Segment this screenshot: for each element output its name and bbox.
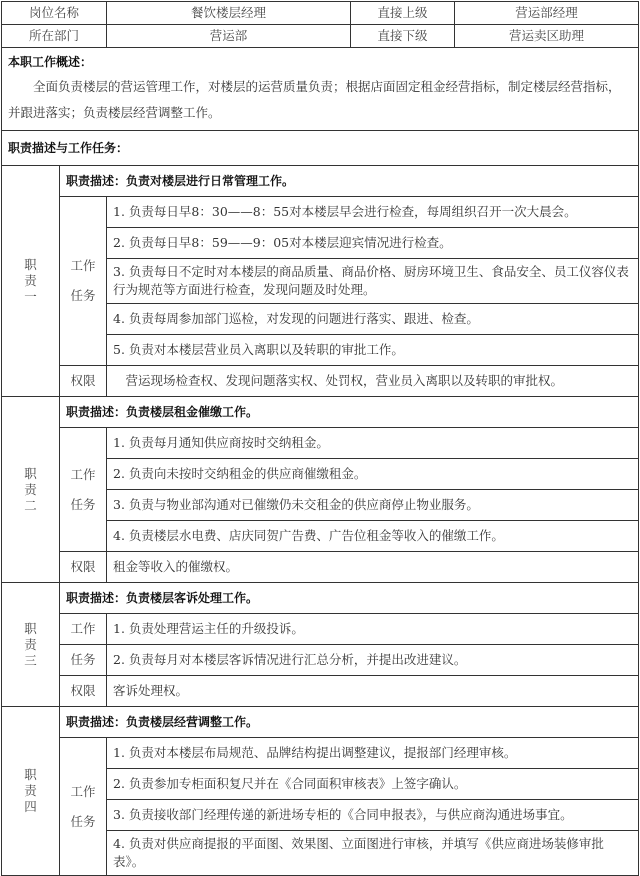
duty-3-task-row	[2, 645, 639, 676]
department-label: 所在部门	[2, 25, 107, 48]
duty-4-task-1: 1. 负责对本楼层布局规范、品牌结构提出调整建议，提报部门经理审核。	[107, 738, 639, 769]
duty-2-task-3: 3. 负责与物业部沟通对已催缴仍未交租金的供应商停止物业服务。	[107, 490, 639, 521]
overview-section	[2, 48, 639, 131]
job-description-document	[1, 1, 638, 876]
duty-2-permission: 租金等收入的催缴权。	[107, 552, 639, 583]
duty-1-task-row	[2, 197, 639, 228]
duty-3-permission-label: 权限	[60, 676, 107, 707]
direct-superior-value: 营运部经理	[455, 2, 639, 25]
duty-1-permission-label: 权限	[60, 366, 107, 397]
duty-1-task-3: 3. 负责每日不定时对本楼层的商品质量、商品价格、厨房环境卫生、食品安全、员工仪容仪表行为规范等方面进行检查，发现问题及时处理。	[107, 259, 639, 304]
overview-title: 本职工作概述：	[8, 55, 93, 69]
position-name-label: 岗位名称	[2, 2, 107, 25]
department-value: 营运部	[107, 25, 351, 48]
duty-2-label: 职 责 二	[2, 397, 60, 583]
duty-2-description: 职责描述：负责楼层租金催缴工作。	[60, 397, 639, 428]
duty-4-task-4: 4. 负责对供应商提报的平面图、效果图、立面图进行审核，并填写《供应商进场装修审批表》。	[107, 831, 639, 876]
duty-2-task-2: 2. 负责向未按时交纳租金的供应商催缴租金。	[107, 459, 639, 490]
duty-2-permission-row	[2, 552, 639, 583]
duty-2-description-row	[2, 397, 639, 428]
duty-3-description-row	[2, 583, 639, 614]
duties-title: 职责描述与工作任务：	[2, 131, 639, 166]
duty-3-label: 职 责 三	[2, 583, 60, 707]
duty-1-task-2: 2. 负责每日早8：59——9：05对本楼层迎宾情况进行检查。	[107, 228, 639, 259]
duty-3-tasks-label-line1: 工作	[60, 614, 107, 645]
duty-1-label: 职 责 一	[2, 166, 60, 397]
duty-1-task-5: 5. 负责对本楼层营业员入离职以及转职的审批工作。	[107, 335, 639, 366]
job-description-table	[1, 1, 639, 876]
duty-1-description-row	[2, 166, 639, 197]
duty-4-tasks-label: 工作 任务	[60, 738, 107, 876]
position-name-value: 餐饮楼层经理	[107, 2, 351, 25]
duty-2-tasks-label: 工作 任务	[60, 428, 107, 552]
duty-3-task-2: 2. 负责每月对本楼层客诉情况进行汇总分析，并提出改进建议。	[107, 645, 639, 676]
duty-3-permission: 客诉处理权。	[107, 676, 639, 707]
duty-1-permission-row	[2, 366, 639, 397]
duty-3-task-row	[2, 614, 639, 645]
duty-2-task-row	[2, 428, 639, 459]
duty-3-description: 职责描述：负责楼层客诉处理工作。	[60, 583, 639, 614]
duties-heading-row	[2, 131, 639, 166]
overview-text: 全面负责楼层的营运管理工作，对楼层的运营质量负责；根据店面固定租金经营指标，制定楼层经营指标，并跟进落实；负责楼层经营调整工作。	[8, 79, 621, 120]
duty-4-task-row	[2, 738, 639, 769]
duty-3-tasks-label-line2: 任务	[60, 645, 107, 676]
duty-4-description-row	[2, 707, 639, 738]
direct-subordinate-label: 直接下级	[351, 25, 455, 48]
duty-4-task-2: 2. 负责参加专柜面积复尺并在《合同面积审核表》上签字确认。	[107, 769, 639, 800]
duty-2-task-1: 1. 负责每月通知供应商按时交纳租金。	[107, 428, 639, 459]
header-row-2	[2, 25, 639, 48]
duty-4-description: 职责描述：负责楼层经营调整工作。	[60, 707, 639, 738]
header-row-1	[2, 2, 639, 25]
duty-2-task-4: 4. 负责楼层水电费、店庆同贺广告费、广告位租金等收入的催缴工作。	[107, 521, 639, 552]
duty-1-task-4: 4. 负责每周参加部门巡检，对发现的问题进行落实、跟进、检查。	[107, 304, 639, 335]
duty-1-description: 职责描述：负责对楼层进行日常管理工作。	[60, 166, 639, 197]
duty-2-permission-label: 权限	[60, 552, 107, 583]
direct-superior-label: 直接上级	[351, 2, 455, 25]
duty-1-task-1: 1. 负责每日早8：30——8：55对本楼层早会进行检查，每周组织召开一次大晨会。	[107, 197, 639, 228]
duty-3-task-1: 1. 负责处理营运主任的升级投诉。	[107, 614, 639, 645]
duty-1-tasks-label: 工作 任务	[60, 197, 107, 366]
duty-1-permission: 营运现场检查权、发现问题落实权、处罚权，营业员入离职以及转职的审批权。	[107, 366, 639, 397]
duty-3-permission-row	[2, 676, 639, 707]
direct-subordinate-value: 营运卖区助理	[455, 25, 639, 48]
duty-4-task-3: 3. 负责接收部门经理传递的新进场专柜的《合同申报表》，与供应商沟通进场事宜。	[107, 800, 639, 831]
duty-4-label: 职 责 四	[2, 707, 60, 876]
